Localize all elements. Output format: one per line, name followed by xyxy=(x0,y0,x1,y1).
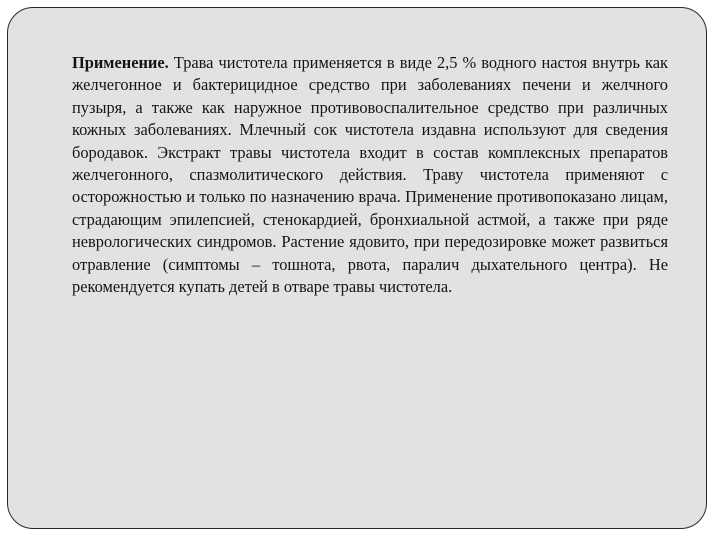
paragraph-lead: Применение. xyxy=(72,53,169,72)
paragraph-body: Трава чистотела применяется в виде 2,5 % водного настоя внутрь как желчегонное и бактерицидное средство при заболеваниях печени и желчного пузыря, а также как наружное противовоспалительное средство при различных кожных заболеваниях. Млечный сок чистотела издавна используют для сведения бородавок. Экстракт травы чистотела входит в состав комплексных препаратов желчегонного, спазмолитического действия. Траву чистотела применяют с осторожностью и только по назначению врача. Применение противопоказано лицам, страдающим эпилепсией, стенокардией, бронхиальной астмой, а также при ряде неврологических синдромов. Растение ядовито, при передозировке может развиться отравление (симптомы – тошнота, рвота, паралич дыхательного центра). Не рекомендуется купать детей в отваре травы чистотела. xyxy=(72,53,668,297)
paragraph xyxy=(72,52,668,298)
slide-card xyxy=(7,7,707,529)
